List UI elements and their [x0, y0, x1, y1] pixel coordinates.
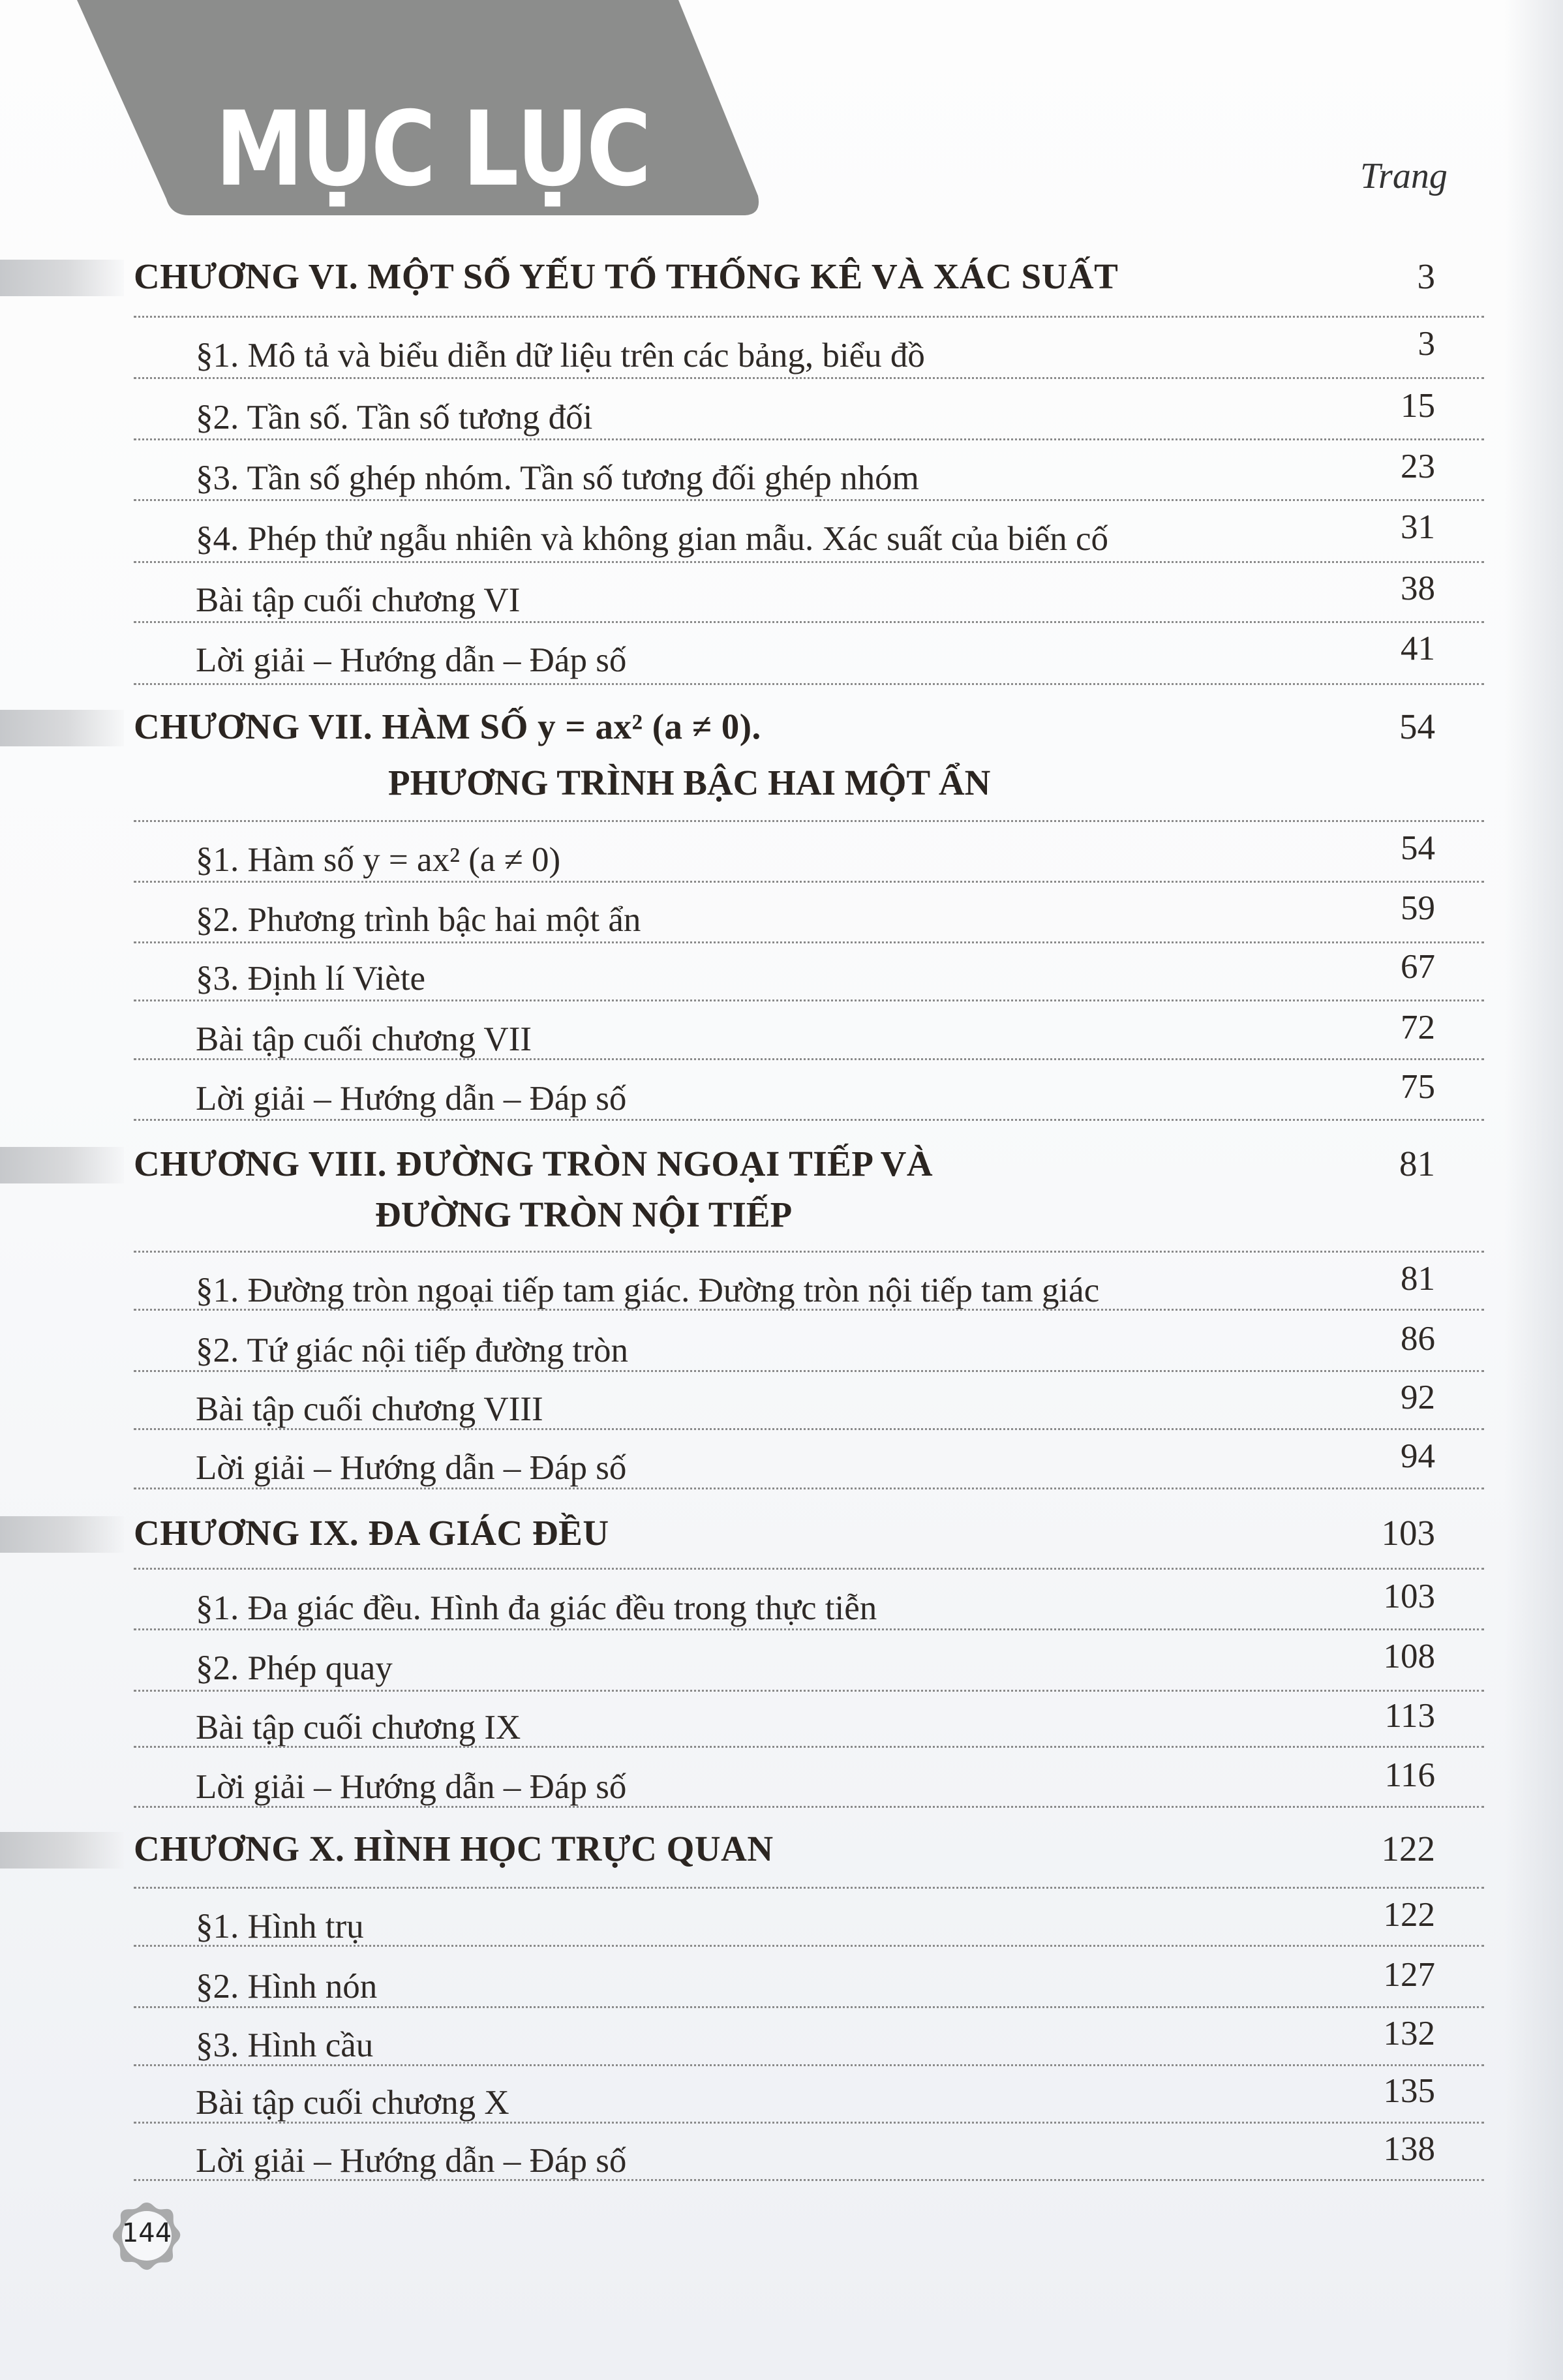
dotted-divider: [134, 1428, 1484, 1430]
chapter-page-number: 3: [1417, 256, 1435, 296]
chapter-heading-line2: PHƯƠNG TRÌNH BẬC HAI MỘT ẨN: [388, 763, 991, 802]
title-banner: [0, 0, 770, 219]
toc-entry-title[interactable]: §4. Phép thử ngẫu nhiên và không gian mẫu. Xác suất của biến cố: [196, 520, 1109, 558]
toc-entry-page-number: 92: [1401, 1379, 1435, 1416]
toc-entry-title[interactable]: Lời giải – Hướng dẫn – Đáp số: [196, 2142, 627, 2180]
chapter-heading[interactable]: CHƯƠNG X. HÌNH HỌC TRỰC QUAN: [134, 1829, 774, 1869]
dotted-divider: [134, 316, 1484, 318]
toc-entry-page-number: 41: [1401, 630, 1435, 667]
chapter-page-number: 54: [1399, 707, 1435, 746]
toc-entry-title[interactable]: §1. Đường tròn ngoại tiếp tam giác. Đường tròn nội tiếp tam giác: [196, 1272, 1100, 1309]
toc-entry-title[interactable]: §2. Hình nón: [196, 1968, 378, 2006]
dotted-divider: [134, 1628, 1484, 1630]
page-column-label: Trang: [1360, 156, 1448, 196]
toc-entry-page-number: 116: [1384, 1756, 1435, 1794]
dotted-divider: [134, 1488, 1484, 1489]
toc-entry-page-number: 122: [1383, 1896, 1435, 1934]
dotted-divider: [134, 561, 1484, 563]
toc-entry-page-number: 81: [1401, 1260, 1435, 1298]
toc-entry-page-number: 113: [1384, 1697, 1435, 1735]
toc-entry-page-number: 23: [1401, 448, 1435, 485]
dotted-divider: [134, 881, 1484, 883]
dotted-divider: [134, 1746, 1484, 1748]
dotted-divider: [134, 2122, 1484, 2124]
toc-entry-title[interactable]: §1. Hàm số y = ax² (a ≠ 0): [196, 841, 561, 879]
toc-entry-page-number: 103: [1383, 1578, 1435, 1615]
dotted-divider: [134, 1690, 1484, 1692]
toc-entry-page-number: 72: [1401, 1009, 1435, 1046]
chapter-heading[interactable]: CHƯƠNG VIII. ĐƯỜNG TRÒN NGOẠI TIẾP VÀ: [134, 1144, 933, 1183]
toc-entry-title[interactable]: §1. Đa giác đều. Hình đa giác đều trong thực tiễn: [196, 1589, 877, 1627]
dotted-divider: [134, 999, 1484, 1001]
toc-entry-title[interactable]: §3. Tần số ghép nhóm. Tần số tương đối ghép nhóm: [196, 459, 919, 497]
dotted-divider: [134, 820, 1484, 822]
dotted-divider: [134, 1309, 1484, 1311]
dotted-divider: [134, 1251, 1484, 1253]
toc-entry-page-number: 67: [1401, 948, 1435, 986]
dotted-divider: [134, 1119, 1484, 1121]
dotted-divider: [134, 1887, 1484, 1889]
dotted-divider: [134, 1945, 1484, 1947]
chapter-marker-bar: [0, 260, 124, 296]
dotted-divider: [134, 2064, 1484, 2066]
chapter-marker-bar: [0, 710, 124, 746]
dotted-divider: [134, 2006, 1484, 2008]
chapter-marker-bar: [0, 1832, 124, 1869]
dotted-divider: [134, 683, 1484, 685]
toc-entry-title[interactable]: Lời giải – Hướng dẫn – Đáp số: [196, 1449, 627, 1487]
dotted-divider: [134, 1058, 1484, 1060]
dotted-divider: [134, 438, 1484, 440]
toc-entry-title[interactable]: §2. Tứ giác nội tiếp đường tròn: [196, 1332, 628, 1369]
toc-entry-page-number: 138: [1383, 2130, 1435, 2168]
toc-entry-title[interactable]: Lời giải – Hướng dẫn – Đáp số: [196, 1080, 627, 1118]
toc-entry-title[interactable]: Lời giải – Hướng dẫn – Đáp số: [196, 1768, 627, 1806]
toc-entry-title[interactable]: Bài tập cuối chương VII: [196, 1020, 532, 1058]
toc-entry-title[interactable]: §1. Hình trụ: [196, 1908, 364, 1945]
chapter-page-number: 122: [1381, 1829, 1435, 1869]
chapter-heading[interactable]: CHƯƠNG VII. HÀM SỐ y = ax² (a ≠ 0).: [134, 707, 761, 746]
toc-entry-title[interactable]: §2. Tần số. Tần số tương đối: [196, 399, 593, 436]
chapter-heading[interactable]: CHƯƠNG IX. ĐA GIÁC ĐỀU: [134, 1513, 609, 1553]
dotted-divider: [134, 941, 1484, 943]
toc-entry-page-number: 31: [1401, 508, 1435, 546]
toc-entry-page-number: 94: [1401, 1437, 1435, 1475]
toc-entry-page-number: 54: [1401, 829, 1435, 867]
dotted-divider: [134, 377, 1484, 379]
toc-entry-title[interactable]: Lời giải – Hướng dẫn – Đáp số: [196, 641, 627, 679]
toc-entry-title[interactable]: §3. Định lí Viète: [196, 960, 426, 998]
toc-entry-title[interactable]: Bài tập cuối chương VI: [196, 581, 521, 619]
chapter-heading[interactable]: CHƯƠNG VI. MỘT SỐ YẾU TỐ THỐNG KÊ VÀ XÁC SUẤT: [134, 256, 1119, 296]
page-edge-shadow: [1504, 0, 1563, 2380]
chapter-marker-bar: [0, 1147, 124, 1183]
toc-entry-page-number: 132: [1383, 2015, 1435, 2052]
toc-entry-page-number: 38: [1401, 570, 1435, 607]
chapter-page-number: 81: [1399, 1144, 1435, 1183]
toc-entry-title[interactable]: Bài tập cuối chương VIII: [196, 1390, 543, 1428]
toc-entry-title[interactable]: §2. Phép quay: [196, 1649, 393, 1687]
toc-entry-title[interactable]: Bài tập cuối chương IX: [196, 1709, 521, 1747]
dotted-divider: [134, 621, 1484, 623]
toc-entry-title[interactable]: §1. Mô tả và biểu diễn dữ liệu trên các bảng, biểu đồ: [196, 337, 925, 374]
toc-entry-page-number: 86: [1401, 1320, 1435, 1358]
page-title: MỤC LỤC: [215, 89, 650, 209]
toc-entry-page-number: 127: [1383, 1956, 1435, 1994]
toc-entry-page-number: 108: [1383, 1638, 1435, 1675]
dotted-divider: [134, 2179, 1484, 2181]
dotted-divider: [134, 499, 1484, 501]
toc-entry-page-number: 3: [1418, 325, 1435, 363]
chapter-heading-line2: ĐƯỜNG TRÒN NỘI TIẾP: [375, 1195, 793, 1234]
chapter-marker-bar: [0, 1516, 124, 1553]
chapter-page-number: 103: [1381, 1513, 1435, 1553]
toc-entry-title[interactable]: Bài tập cuối chương X: [196, 2084, 509, 2122]
page-number: 144: [121, 2218, 172, 2248]
toc-entry-page-number: 75: [1401, 1068, 1435, 1106]
toc-entry-page-number: 15: [1401, 387, 1435, 425]
toc-entry-page-number: 59: [1401, 889, 1435, 927]
toc-entry-title[interactable]: §3. Hình cầu: [196, 2026, 374, 2064]
toc-entry-title[interactable]: §2. Phương trình bậc hai một ẩn: [196, 901, 641, 939]
dotted-divider: [134, 1806, 1484, 1808]
dotted-divider: [134, 1370, 1484, 1372]
toc-entry-page-number: 135: [1383, 2072, 1435, 2110]
dotted-divider: [134, 1568, 1484, 1570]
